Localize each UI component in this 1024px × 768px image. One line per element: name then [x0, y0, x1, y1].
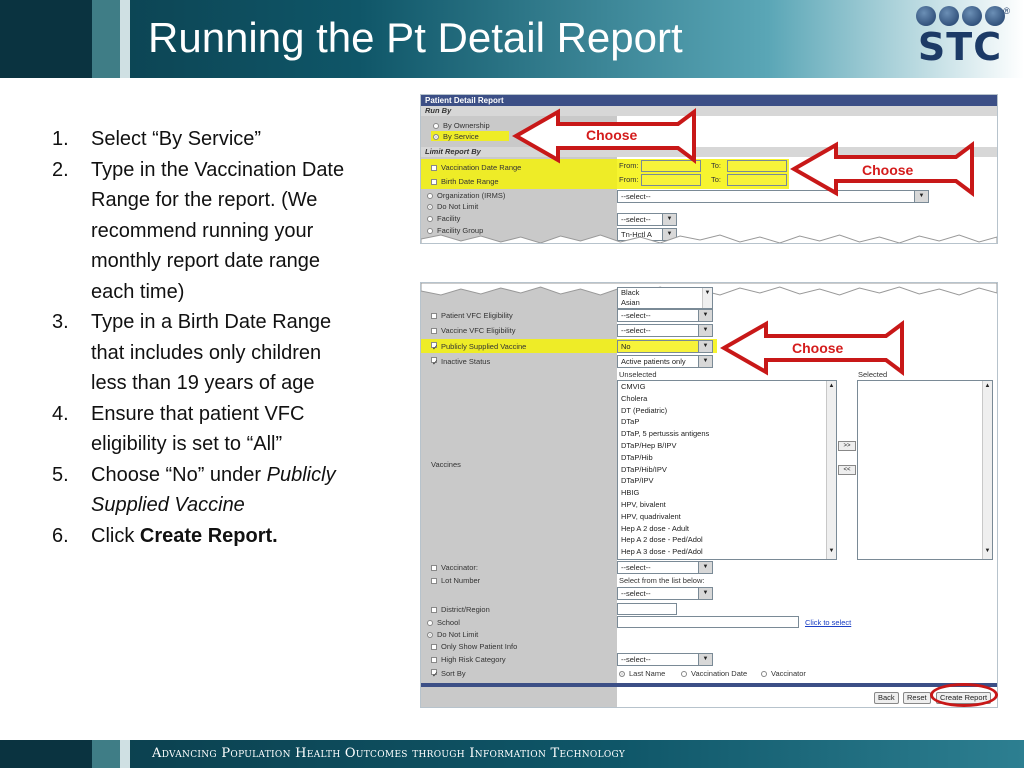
footer-block-light: [120, 740, 130, 768]
vaccine-list-item[interactable]: HPV, quadrivalent: [621, 511, 681, 521]
select-value: Tn-Hctl A: [621, 230, 652, 239]
vaccine-list-item[interactable]: HPV, bivalent: [621, 499, 666, 509]
vaccines-label: Vaccines: [431, 460, 461, 469]
chevron-down-icon: ▼: [662, 214, 676, 225]
header-block-light: [120, 0, 130, 78]
vaccine-list-item[interactable]: Hep A 2 dose - Adult: [621, 523, 689, 533]
chevron-down-icon: ▼: [698, 325, 712, 336]
panel-header: Patient Detail Report: [421, 95, 997, 106]
back-button[interactable]: Back: [874, 692, 899, 704]
sort-by-option[interactable]: [431, 669, 466, 678]
radio-icon: [433, 123, 439, 129]
vaccine-list-item[interactable]: DTaP/Hib: [621, 452, 653, 462]
birth-to-input[interactable]: [727, 174, 787, 186]
sort-last-name-option[interactable]: [619, 669, 665, 678]
torn-edge: [421, 231, 997, 244]
registered-mark: ®: [1003, 6, 1010, 16]
footer-tagline: Advancing Population Health Outcomes through Information Technology: [152, 746, 626, 761]
option-label: Vaccine VFC Eligibility: [441, 326, 516, 335]
vaccine-list-item[interactable]: DTaP/Hep B/IPV: [621, 440, 677, 450]
option-label: Vaccinator:: [441, 563, 478, 572]
create-report-button[interactable]: Create Report: [936, 692, 991, 704]
birth-date-range-option[interactable]: [431, 177, 499, 186]
radio-selected-icon: [619, 671, 625, 677]
vaccine-list-item[interactable]: DT (Pediatric): [621, 405, 668, 415]
option-label: By Service: [443, 132, 479, 141]
globe-icon: [962, 6, 982, 26]
step-number: 6.: [52, 524, 69, 547]
slide-footer: [0, 740, 1024, 768]
select-value: --select--: [621, 192, 651, 201]
option-label: Birth Date Range: [441, 177, 499, 186]
run-by-section: Run By: [421, 106, 997, 116]
school-input[interactable]: [617, 616, 799, 628]
publicly-supplied-vaccine-option[interactable]: [431, 342, 526, 351]
vaccination-date-range-option[interactable]: [431, 163, 521, 172]
select-value: --select--: [621, 589, 651, 598]
chevron-down-icon: ▼: [698, 341, 712, 352]
move-right-button[interactable]: >>: [838, 441, 856, 451]
inactive-status-option[interactable]: [431, 357, 490, 366]
patient-vfc-select[interactable]: [617, 309, 713, 322]
organization-option[interactable]: [427, 191, 505, 200]
race-list[interactable]: [617, 287, 713, 309]
checkbox-icon: [431, 313, 437, 319]
do-not-limit-option[interactable]: [427, 630, 478, 639]
chevron-down-icon: ▼: [698, 654, 712, 665]
radio-selected-icon: [427, 204, 433, 210]
step-text: Type in the Vaccination Date Range for the report. (We recommend running your monthly report date range each time): [91, 158, 345, 303]
by-ownership-option[interactable]: [433, 121, 490, 130]
vaccine-list-item[interactable]: Hep A 3 dose - Ped/Adol: [621, 547, 703, 557]
step-item: [52, 124, 362, 155]
checkbox-icon: [431, 607, 437, 613]
select-value: Active patients only: [621, 357, 686, 366]
select-value: --select--: [621, 215, 651, 224]
checkbox-icon: [431, 165, 437, 171]
vaccine-list-item[interactable]: DTaP/Hib/IPV: [621, 464, 667, 474]
header-block-mid: [92, 0, 120, 78]
to-label: To:: [711, 161, 722, 170]
option-label: Publicly Supplied Vaccine: [441, 342, 527, 351]
radio-selected-icon: [433, 134, 439, 140]
checkbox-icon: [431, 179, 437, 185]
radio-icon: [427, 216, 433, 222]
option-label: High Risk Category: [441, 655, 506, 664]
step-number: 3.: [52, 311, 69, 333]
district-input[interactable]: [617, 603, 677, 615]
option-label: Last Name: [629, 669, 666, 678]
chevron-down-icon: ▼: [914, 191, 928, 202]
vaccine-list-item[interactable]: HBIG: [621, 488, 640, 498]
click-to-select-link[interactable]: Click to select: [805, 618, 852, 627]
school-option[interactable]: [427, 618, 460, 627]
vaccine-list-item[interactable]: CMVIG: [621, 382, 646, 391]
do-not-limit-option[interactable]: [427, 202, 478, 211]
unselected-label: Unselected: [619, 370, 657, 379]
step-text: [91, 460, 362, 521]
district-region-option[interactable]: [431, 605, 490, 614]
footer-block-dark: [0, 740, 92, 768]
slide-header: [0, 0, 1024, 78]
option-label: Vaccination Date: [691, 669, 748, 678]
vaccine-list-item[interactable]: DTaP: [621, 417, 640, 427]
chevron-down-icon: ▼: [698, 562, 712, 573]
step-number: 2.: [52, 158, 69, 181]
vaccine-list-item[interactable]: Hep A 2 dose - Ped/Adol: [621, 535, 703, 545]
instruction-list: [52, 124, 362, 551]
limit-section: Limit Report By: [421, 147, 997, 157]
high-risk-category-option[interactable]: [431, 655, 506, 664]
step-text-part: Click: [91, 524, 140, 547]
move-left-button[interactable]: <<: [838, 465, 856, 475]
globe-icon: [939, 6, 959, 26]
checkbox-icon: [431, 565, 437, 571]
only-show-patient-info-option[interactable]: [431, 642, 517, 651]
from-label: From:: [619, 161, 639, 170]
choose-label: Choose: [586, 127, 638, 143]
publicly-supplied-select[interactable]: [617, 340, 713, 353]
create-report-highlight-ring: [930, 683, 998, 707]
scrollbar[interactable]: ▲ ▼: [982, 381, 992, 559]
vaccine-selected-list[interactable]: [857, 380, 993, 560]
option-label: Vaccinator: [771, 669, 806, 678]
facility-select[interactable]: [617, 213, 677, 226]
step-text-emphasis: Publicly Supplied Vaccine: [91, 463, 336, 516]
globe-icon: [916, 6, 936, 26]
option-label: District/Region: [441, 605, 490, 614]
radio-selected-icon: [427, 632, 433, 638]
chevron-down-icon: ▼: [662, 229, 676, 240]
reset-button[interactable]: Reset: [903, 692, 931, 704]
panel-footer-bar: [421, 683, 997, 687]
vaccine-list-item[interactable]: Cholera: [621, 393, 648, 403]
header-block-dark: [0, 0, 92, 78]
vaccine-unselected-list[interactable]: [617, 380, 837, 560]
select-value: --select--: [621, 563, 651, 572]
high-risk-select[interactable]: [617, 653, 713, 666]
option-label: Do Not Limit: [437, 202, 479, 211]
step-text: Type in a Birth Date Range that includes only children less than 19 years of age: [91, 311, 332, 394]
checkbox-checked-icon: ✓: [432, 358, 439, 367]
scrollbar[interactable]: ▼: [702, 288, 712, 308]
from-label: From:: [619, 175, 639, 184]
option-label: By Ownership: [443, 121, 490, 130]
lot-number-select[interactable]: [617, 587, 713, 600]
chevron-down-icon: ▼: [698, 310, 712, 321]
option-label: Do Not Limit: [437, 630, 479, 639]
step-item: [52, 155, 362, 308]
option-label: Inactive Status: [441, 357, 491, 366]
globe-icons: [914, 6, 1006, 26]
radio-icon: [427, 620, 433, 626]
to-label: To:: [711, 175, 722, 184]
report-panel-bottom: [420, 282, 998, 708]
select-value: --select--: [621, 326, 651, 335]
select-value: --select--: [621, 311, 651, 320]
option-label: Vaccination Date Range: [441, 163, 522, 172]
vaccinator-option[interactable]: [431, 563, 478, 572]
slide-title: Running the Pt Detail Report: [148, 14, 683, 61]
sort-vaccinator-option[interactable]: [761, 669, 806, 678]
checkbox-icon: [431, 328, 437, 334]
footer-block-mid: [92, 740, 120, 768]
stc-logo: [914, 6, 1010, 74]
list-item[interactable]: Black: [621, 288, 640, 297]
facility-option[interactable]: [427, 214, 460, 223]
option-label: Facility: [437, 214, 461, 223]
chevron-down-icon: ▼: [698, 588, 712, 599]
by-service-option[interactable]: [433, 132, 479, 141]
step-text-strong: Create Report.: [139, 524, 278, 547]
choose-label: Choose: [862, 162, 914, 178]
radio-icon: [761, 671, 767, 677]
step-text: [91, 521, 362, 552]
sort-vaccination-date-option[interactable]: [681, 669, 747, 678]
option-label: Only Show Patient Info: [441, 642, 518, 651]
vaccine-list-item[interactable]: DTaP, 5 pertussis antigens: [621, 429, 710, 439]
birth-from-input[interactable]: [641, 174, 701, 186]
step-text-part: Choose “No” under: [91, 463, 267, 486]
checkbox-checked-icon: ✓: [432, 670, 439, 679]
select-value: --select--: [621, 655, 651, 664]
selected-label: Selected: [858, 370, 888, 379]
step-text: Select “By Service”: [91, 128, 262, 150]
step-text: Ensure that patient VFC eligibility is set to “All”: [91, 402, 305, 455]
radio-icon: [681, 671, 687, 677]
checkbox-checked-icon: ✓: [432, 343, 439, 352]
select-from-list-label: Select from the list below:: [619, 576, 705, 585]
chevron-down-icon: ▼: [698, 356, 712, 367]
radio-icon: [427, 193, 433, 199]
select-value: No: [621, 342, 631, 351]
step-item: [52, 307, 362, 399]
checkbox-icon: [431, 644, 437, 650]
vaccine-vfc-eligibility-option[interactable]: [431, 326, 515, 335]
option-label: Patient VFC Eligibility: [441, 311, 513, 320]
step-item: [52, 521, 362, 552]
step-number: 4.: [52, 402, 69, 425]
vaccine-list-item[interactable]: DTaP/IPV: [621, 476, 654, 486]
vaccinator-select[interactable]: [617, 561, 713, 574]
option-label: Organization (IRMS): [437, 191, 506, 200]
option-label: Facility Group: [437, 226, 484, 235]
scrollbar[interactable]: ▲ ▼: [826, 381, 836, 559]
lot-number-option[interactable]: [431, 576, 480, 585]
logo-text: STC: [917, 25, 1003, 69]
vacc-to-input[interactable]: [727, 160, 787, 172]
step-number: 1.: [52, 128, 69, 150]
step-item: [52, 460, 362, 521]
option-label: School: [437, 618, 460, 627]
vaccine-vfc-select[interactable]: [617, 324, 713, 337]
globe-icon: [985, 6, 1005, 26]
choose-label: Choose: [792, 340, 844, 356]
checkbox-icon: [431, 657, 437, 663]
step-number: 5.: [52, 463, 69, 486]
list-item[interactable]: Asian: [621, 298, 640, 307]
option-label: Sort By: [441, 669, 466, 678]
inactive-status-select[interactable]: [617, 355, 713, 368]
patient-vfc-eligibility-option[interactable]: [431, 311, 513, 320]
option-label: Lot Number: [441, 576, 481, 585]
step-item: [52, 399, 362, 460]
checkbox-icon: [431, 578, 437, 584]
